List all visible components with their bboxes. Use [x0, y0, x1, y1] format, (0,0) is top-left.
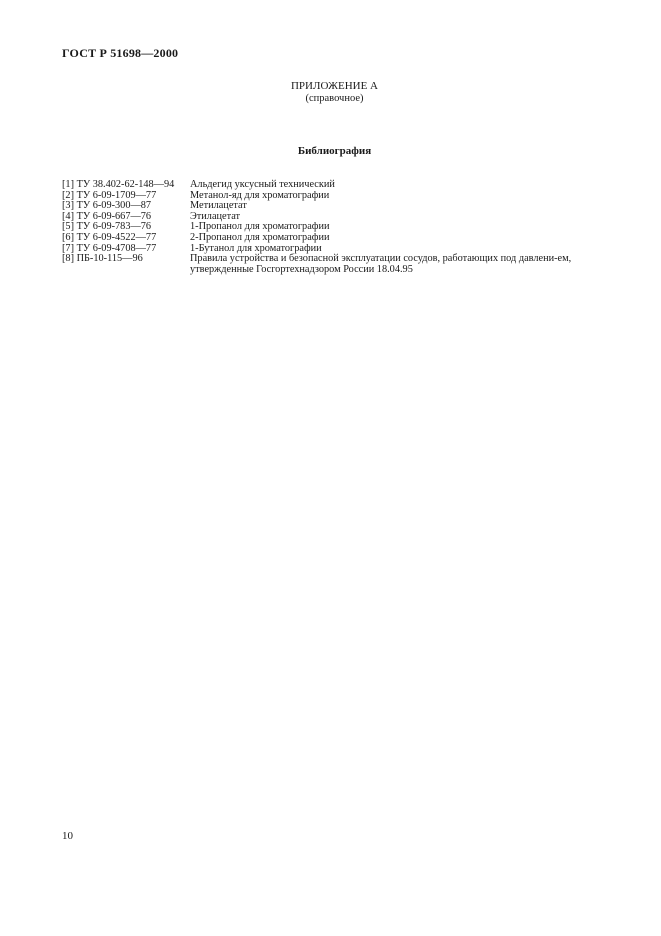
bibliography-ref: [7] ТУ 6-09-4708—77	[62, 242, 157, 254]
list-item	[62, 254, 602, 275]
bibliography-desc: 1-Пропанол для хроматографии	[190, 221, 330, 233]
bibliography-ref: [4] ТУ 6-09-667—76	[62, 210, 152, 222]
bibliography-desc: Правила устройства и безопасной эксплуатации сосудов, работающих под давлени-ем, утвержденные Госгортехнадзором России 18.04.95	[190, 253, 572, 275]
bibliography-ref: [6] ТУ 6-09-4522—77	[62, 231, 157, 243]
bibliography-desc: Альдегид уксусный технический	[190, 179, 335, 190]
bibliography-heading: Библиография	[297, 145, 372, 157]
bibliography-ref: [2] ТУ 6-09-1709—77	[62, 189, 157, 201]
bibliography-ref: [5] ТУ 6-09-783—76	[62, 221, 152, 233]
bibliography-ref: [8] ПБ-10-115—96	[62, 253, 143, 265]
list-item	[62, 233, 602, 244]
bibliography-ref: [3] ТУ 6-09-300—87	[62, 200, 152, 212]
document-code: ГОСТ Р 51698—2000	[62, 46, 179, 60]
appendix-subtitle: (справочное)	[305, 93, 364, 104]
bibliography-desc: 1-Бутанол для хроматографии	[190, 242, 322, 254]
appendix-title: ПРИЛОЖЕНИЕ А	[290, 80, 378, 92]
list-item	[62, 180, 602, 191]
bibliography-desc: 2-Пропанол для хроматографии	[190, 231, 330, 243]
bibliography-ref: [1] ТУ 38.402-62-148—94	[62, 179, 175, 190]
bibliography-desc: Метанол-яд для хроматографии	[190, 189, 330, 201]
appendix-title-block	[0, 80, 661, 104]
bibliography-desc: Этилацетат	[190, 210, 241, 222]
bibliography-list	[62, 180, 602, 275]
bibliography-desc: Метилацетат	[190, 200, 247, 212]
page-number: 10	[62, 830, 73, 842]
